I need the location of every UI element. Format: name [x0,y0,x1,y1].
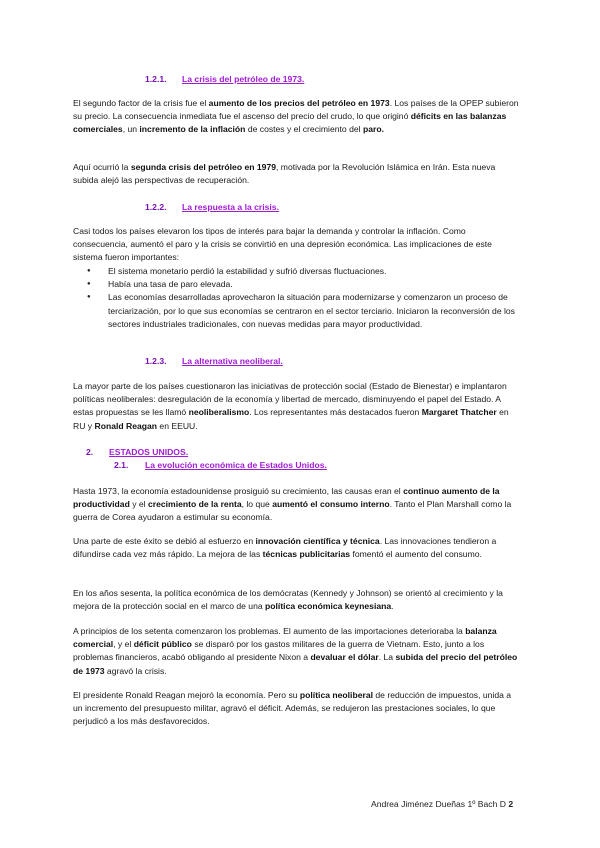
paragraph-oil-crisis-1973: El segundo factor de la crisis fue el aumento de los precios del petróleo en 1973. Los países de la OPEP subieron su precio. La consecuencia inmediata fue el ascenso del precio del crudo, lo que originó déficits en las balanzas comerciales, un incremento de la inflación de costes y el crecimiento del paro. [73,98,519,135]
paragraph-crisis-response: Casi todos los países elevaron los tipos de interés para bajar la demanda y controlar la inflación. Como consecuencia, aumentó el paro y la crisis se convirtió en una depresión económica. Las implicaciones de este sistema fueron importantes: [73,226,492,263]
heading-title: La respuesta a la crisis. [182,202,279,212]
footer-author: Andrea Jiménez Dueñas 1º Bach D [371,799,509,809]
heading-number: 1.2.3. [145,356,167,366]
list-item: ● El sistema monetario perdió la estabilidad y sufrió diversas fluctuaciones. [73,265,523,278]
paragraph-sixties: En los años sesenta, la política económica de los demócratas (Kennedy y Johnson) se orientó al crecimiento y la mejora de la protección social en el marco de una política económica keynesiana. [73,588,503,612]
heading-number: 2. [86,447,94,457]
paragraph-oil-crisis-1979: Aquí ocurrió la segunda crisis del petróleo en 1979, motivada por la Revolución Islámica en Irán. Esta nueva subida alejó las perspectivas de recuperación. [73,162,496,186]
implications-list [73,265,523,331]
page-number: 2 [508,799,514,809]
paragraph-neoliberal: La mayor parte de los países cuestionaron las iniciativas de protección social (Estado de Bienestar) e implantaron políticas neoliberales: desregulación de la economía y libertad de mercado, disminuyendo el papel del Estado. A estas propuestas se les llamó neoliberalismo. Los representantes más destacados fueron Margaret Thatcher en RU y Ronald Reagan en EEUU. [73,381,509,431]
heading-1-2-1 [145,73,304,86]
heading-1-2-3 [145,355,283,368]
paragraph-seventies: A principios de los setenta comenzaron los problemas. El aumento de las importaciones deterioraba la balanza comercial, y el déficit público se disparó por los gastos militares de la guerra de Vietnam. Esto, junto a los problemas financieros, acabó obligando al presidente Nixon a devaluar el dólar. La subida del precio del petróleo de 1973 agravó la crisis. [73,626,518,676]
list-item: ● Las economías desarrolladas aprovecharon la situación para modernizarse y comenzaron un proceso de terciarización, por lo que sus economías se centraron en el sector terciario. Iniciaron la reconversión de los sectores industriales tradicionales, con nuevas medidas para mayor productividad. [73,291,523,331]
heading-number: 2.1. [114,460,129,470]
paragraph-innovation: Una parte de este éxito se debió al esfuerzo en innovación científica y técnica. Las innovaciones tendieron a difundirse cada vez más rápido. La mejora de las técnicas publicitarias fomentó el aumento del consumo. [73,536,497,560]
heading-title: La alternativa neoliberal. [182,356,283,366]
heading-title: ESTADOS UNIDOS. [109,447,189,457]
heading-title: La crisis del petróleo de 1973. [182,74,305,84]
heading-1-2-2 [145,201,279,214]
list-item: ● Había una tasa de paro elevada. [73,278,523,291]
heading-number: 1.2.1. [145,74,167,84]
paragraph-us-growth: Hasta 1973, la economía estadounidense prosiguió su crecimiento, las causas eran el continuo aumento de la productividad y el crecimiento de la renta, lo que aumentó el consumo interno. Tanto el Plan Marshall como la guerra de Corea ayudaron a estimular su economía. [73,486,512,523]
page-footer [371,798,513,811]
heading-2-1 [114,459,327,472]
heading-title: La evolución económica de Estados Unidos. [145,460,327,470]
paragraph-reagan: El presidente Ronald Reagan mejoró la economía. Pero su política neoliberal de reducción de impuestos, unida a un incremento del presupuesto militar, agravó el déficit. Además, se redujeron las prestaciones sociales, lo que perjudicó a los más desfavorecidos. [73,690,512,727]
heading-2 [86,446,188,459]
heading-number: 1.2.2. [145,202,167,212]
